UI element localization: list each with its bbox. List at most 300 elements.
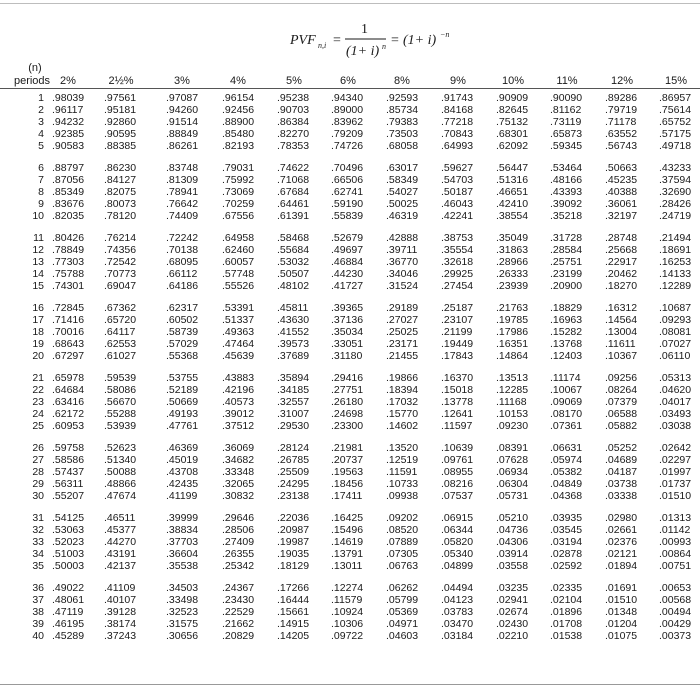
pvf-value: .86957 [659, 92, 692, 104]
period-number: 36 [32, 582, 44, 594]
pvf-value: .46043 [441, 198, 474, 210]
pvf-value: .28748 [605, 232, 638, 244]
pvf-value: .56311 [52, 478, 84, 490]
pvf-value: .14564 [605, 314, 638, 326]
table-row [0, 350, 700, 362]
pvf-value: .10924 [331, 606, 364, 618]
pvf-value: .43393 [550, 186, 583, 198]
table-row [0, 606, 700, 618]
table-row [0, 198, 700, 210]
pvf-value: .14915 [277, 618, 310, 630]
pvf-table-body [0, 92, 700, 652]
period-number: 8 [38, 186, 44, 198]
period-number: 10 [32, 210, 44, 222]
pvf-value: .64117 [104, 326, 136, 338]
period-number: 2 [38, 104, 44, 116]
pvf-value: .59539 [104, 372, 137, 384]
pvf-value: .17266 [277, 582, 310, 594]
table-row [0, 302, 700, 314]
period-number: 9 [38, 198, 44, 210]
pvf-value: .39128 [104, 606, 137, 618]
pvf-value: .77218 [441, 116, 474, 128]
pvf-value: .38753 [441, 232, 474, 244]
pvf-value: .29189 [386, 302, 419, 314]
pvf-value: .32557 [277, 396, 310, 408]
pvf-value: .60502 [166, 314, 199, 326]
pvf-value: .89000 [331, 104, 364, 116]
pvf-value: .31524 [386, 280, 419, 292]
pvf-value: .32690 [659, 186, 692, 198]
table-row [0, 466, 700, 478]
pvf-value: .28966 [496, 256, 529, 268]
pvf-value: .46511 [104, 512, 136, 524]
pvf-value: .82075 [104, 186, 137, 198]
pvf-value: .25509 [277, 466, 310, 478]
period-number: 34 [32, 548, 44, 560]
period-number: 6 [38, 162, 44, 174]
pvf-value: .79719 [605, 104, 638, 116]
pvf-value: .74301 [52, 280, 85, 292]
table-row [0, 256, 700, 268]
pvf-value: .67297 [52, 350, 85, 362]
period-number: 18 [32, 326, 44, 338]
table-row [0, 442, 700, 454]
pvf-value: .49193 [166, 408, 199, 420]
pvf-value: .58349 [386, 174, 419, 186]
pvf-value: .29416 [331, 372, 364, 384]
pvf-value: .10153 [496, 408, 529, 420]
pvf-value: .58739 [166, 326, 199, 338]
pvf-value: .07027 [659, 338, 692, 350]
pvf-value: .92385 [52, 128, 85, 140]
pvf-value: .72542 [104, 256, 137, 268]
pvf-value: .05210 [496, 512, 529, 524]
period-number: 4 [38, 128, 44, 140]
pvf-value: .00993 [659, 536, 692, 548]
pvf-value: .94340 [331, 92, 364, 104]
pvf-value: .15661 [277, 606, 310, 618]
period-number: 3 [38, 116, 44, 128]
pvf-value: .00568 [659, 594, 692, 606]
pvf-value: .22529 [222, 606, 255, 618]
period-number: 7 [38, 174, 44, 186]
pvf-value: .32523 [166, 606, 199, 618]
pvf-value: .55207 [52, 490, 85, 502]
pvf-value: .23171 [386, 338, 419, 350]
pvf-value: .37136 [331, 314, 364, 326]
pvf-value: .08264 [605, 384, 638, 396]
pvf-value: .04849 [550, 478, 583, 490]
period-number: 23 [32, 396, 44, 408]
pvf-value: .02878 [550, 548, 583, 560]
row-group [0, 232, 700, 302]
table-row [0, 420, 700, 432]
pvf-value: .32197 [605, 210, 638, 222]
pvf-value: .67362 [104, 302, 137, 314]
pvf-value: .55526 [222, 280, 255, 292]
pvf-value: .25751 [550, 256, 583, 268]
pvf-value: .06344 [441, 524, 474, 536]
pvf-value: .79209 [331, 128, 364, 140]
pvf-value: .72845 [52, 302, 85, 314]
pvf-value: .01313 [659, 512, 692, 524]
pvf-value: .19035 [277, 548, 310, 560]
pvf-value: .76642 [166, 198, 199, 210]
pvf-value: .70138 [166, 244, 199, 256]
row-group [0, 512, 700, 582]
formula-denominator-exponent: n [382, 42, 386, 51]
pvf-value: .24295 [277, 478, 310, 490]
pvf-value: .61391 [277, 210, 310, 222]
pvf-value: .58468 [277, 232, 310, 244]
pvf-value: .85480 [222, 128, 255, 140]
pvf-value: .16425 [331, 512, 364, 524]
pvf-value: .08391 [496, 442, 529, 454]
pvf-value: .20900 [550, 280, 583, 292]
pvf-value: .06304 [496, 478, 529, 490]
pvf-value: .29530 [277, 420, 310, 432]
pvf-value: .92860 [104, 116, 137, 128]
table-row [0, 326, 700, 338]
pvf-value: .05731 [496, 490, 529, 502]
pvf-value: .03038 [659, 420, 692, 432]
period-number: 20 [32, 350, 44, 362]
pvf-value: .36069 [222, 442, 255, 454]
pvf-value: .30656 [166, 630, 199, 642]
pvf-value: .49697 [331, 244, 364, 256]
table-row [0, 408, 700, 420]
pvf-value: .31728 [550, 232, 583, 244]
pvf-value: .52679 [331, 232, 364, 244]
pvf-value: .48102 [277, 280, 310, 292]
pvf-value: .03558 [496, 560, 529, 572]
period-number: 24 [32, 408, 44, 420]
pvf-value: .34682 [222, 454, 255, 466]
pvf-value: .60057 [222, 256, 255, 268]
pvf-value: .21662 [222, 618, 255, 630]
table-header [0, 62, 700, 88]
pvf-value: .41727 [331, 280, 364, 292]
pvf-value: .06588 [605, 408, 638, 420]
pvf-value: .02430 [496, 618, 529, 630]
pvf-value: .46651 [496, 186, 529, 198]
pvf-value: .88797 [52, 162, 85, 174]
pvf-value: .20462 [605, 268, 638, 280]
pvf-value: .63416 [52, 396, 85, 408]
pvf-value: .23430 [222, 594, 255, 606]
period-number: 33 [32, 536, 44, 548]
pvf-value: .16444 [277, 594, 310, 606]
formula-lhs-subscript: n,i [318, 41, 327, 50]
pvf-value: .57748 [222, 268, 255, 280]
pvf-value: .85734 [386, 104, 419, 116]
pvf-value: .48061 [52, 594, 85, 606]
pvf-value: .13004 [605, 326, 638, 338]
pvf-value: .33348 [222, 466, 255, 478]
pvf-value: .73503 [386, 128, 419, 140]
pvf-value: .28506 [222, 524, 255, 536]
pvf-value: .83676 [52, 198, 85, 210]
pvf-value: .70496 [331, 162, 364, 174]
pvf-value: .27454 [441, 280, 474, 292]
pvf-value: .11579 [331, 594, 363, 606]
pvf-value: .01708 [550, 618, 583, 630]
pvf-value: .15496 [331, 524, 364, 536]
pvf-value: .65752 [659, 116, 692, 128]
pvf-value: .36770 [386, 256, 419, 268]
pvf-value: .50669 [166, 396, 199, 408]
pvf-value: .35034 [331, 326, 364, 338]
pvf-value: .23939 [496, 280, 529, 292]
pvf-value: .02121 [605, 548, 638, 560]
pvf-value: .04306 [496, 536, 529, 548]
table-row [0, 314, 700, 326]
pvf-value: .59190 [331, 198, 364, 210]
row-group [0, 442, 700, 512]
pvf-value: .85349 [52, 186, 85, 198]
pvf-value: .49718 [659, 140, 692, 152]
pvf-value: .07537 [441, 490, 474, 502]
pvf-value: .05799 [386, 594, 419, 606]
pvf-value: .44270 [104, 536, 137, 548]
pvf-value: .48166 [550, 174, 583, 186]
pvf-value: .90703 [277, 104, 310, 116]
pvf-value: .11591 [386, 466, 418, 478]
pvf-value: .82193 [222, 140, 255, 152]
pvf-value: .73069 [222, 186, 255, 198]
table-row [0, 524, 700, 536]
pvf-value: .81162 [550, 104, 582, 116]
pvf-value: .04187 [605, 466, 638, 478]
pvf-value: .05252 [605, 442, 638, 454]
pvf-value: .23300 [331, 420, 364, 432]
pvf-value: .64186 [166, 280, 199, 292]
table-row [0, 140, 700, 152]
pvf-value: .53391 [222, 302, 255, 314]
pvf-value: .06110 [659, 350, 691, 362]
pvf-value: .03194 [550, 536, 583, 548]
period-number: 15 [32, 280, 44, 292]
pvf-value: .72242 [166, 232, 199, 244]
pvf-value: .98039 [52, 92, 85, 104]
pvf-value: .75788 [52, 268, 85, 280]
header-rate: 9% [450, 75, 466, 87]
period-number: 40 [32, 630, 44, 642]
pvf-value: .37243 [104, 630, 137, 642]
pvf-value: .65720 [104, 314, 137, 326]
pvf-value: .11611 [605, 338, 636, 350]
pvf-value: .15770 [386, 408, 419, 420]
pvf-value: .32065 [222, 478, 255, 490]
pvf-value: .92456 [222, 104, 255, 116]
pvf-value: .39573 [277, 338, 310, 350]
pvf-value: .40107 [104, 594, 137, 606]
pvf-value: .17986 [496, 326, 529, 338]
pvf-value: .83962 [331, 116, 364, 128]
header-rate: 2½% [108, 75, 134, 87]
pvf-value: .04736 [496, 524, 529, 536]
pvf-value: .80426 [52, 232, 85, 244]
row-group [0, 582, 700, 652]
pvf-value: .22917 [605, 256, 638, 268]
pvf-value: .62317 [166, 302, 199, 314]
table-row [0, 594, 700, 606]
header-rate: 6% [340, 75, 356, 87]
pvf-value: .01142 [659, 524, 691, 536]
pvf-value: .74409 [166, 210, 199, 222]
pvf-value: .95238 [277, 92, 310, 104]
pvf-value: .21455 [386, 350, 419, 362]
period-number: 35 [32, 560, 44, 572]
pvf-value: .03184 [441, 630, 474, 642]
pvf-value: .25187 [441, 302, 474, 314]
pvf-value: .63017 [386, 162, 419, 174]
pvf-value: .89286 [605, 92, 638, 104]
pvf-value: .12285 [496, 384, 529, 396]
pvf-value: .18456 [331, 478, 364, 490]
pvf-value: .78941 [166, 186, 199, 198]
pvf-value: .02297 [659, 454, 692, 466]
pvf-value: .02980 [605, 512, 638, 524]
pvf-value: .71178 [605, 116, 637, 128]
pvf-value: .57175 [659, 128, 692, 140]
pvf-value: .01510 [659, 490, 692, 502]
pvf-value: .37703 [166, 536, 199, 548]
pvf-value: .18129 [277, 560, 310, 572]
pvf-value: .09722 [331, 630, 364, 642]
pvf-value: .52623 [104, 442, 137, 454]
pvf-value: .79383 [386, 116, 419, 128]
pvf-value: .00494 [659, 606, 692, 618]
pvf-value: .76214 [104, 232, 137, 244]
pvf-value: .20737 [331, 454, 364, 466]
header-rate: 15% [664, 75, 688, 87]
pvf-value: .03470 [441, 618, 474, 630]
pvf-value: .04971 [386, 618, 419, 630]
pvf-value: .01510 [605, 594, 638, 606]
table-row [0, 128, 700, 140]
period-number: 30 [32, 490, 44, 502]
pvf-value: .68643 [52, 338, 85, 350]
pvf-value: .06915 [441, 512, 474, 524]
header-rate: 12% [610, 75, 634, 87]
pvf-value: .37689 [277, 350, 310, 362]
pvf-value: .13520 [386, 442, 419, 454]
table-row [0, 104, 700, 116]
pvf-value: .91514 [166, 116, 199, 128]
table-row [0, 232, 700, 244]
pvf-value: .42888 [386, 232, 419, 244]
header-rule [0, 88, 700, 89]
pvf-value: .68058 [386, 140, 419, 152]
pvf-value: .14602 [386, 420, 419, 432]
pvf-value: .31007 [277, 408, 310, 420]
pvf-value: .12519 [386, 454, 419, 466]
pvf-value: .70843 [441, 128, 474, 140]
pvf-value: .78353 [277, 140, 310, 152]
pvf-value: .05369 [386, 606, 419, 618]
pvf-value: .39999 [166, 512, 199, 524]
pvf-value: .07361 [550, 420, 583, 432]
pvf-value: .39365 [331, 302, 364, 314]
pvf-value: .97087 [166, 92, 199, 104]
period-number: 12 [32, 244, 44, 256]
period-number: 25 [32, 420, 44, 432]
pvf-value: .86261 [166, 140, 199, 152]
table-row [0, 548, 700, 560]
pvf-value: .67556 [222, 210, 255, 222]
pvf-value: .45811 [277, 302, 309, 314]
pvf-value: .21199 [441, 326, 473, 338]
pvf-value: .74622 [277, 162, 310, 174]
pvf-value: .11174 [550, 372, 581, 384]
pvf-value: .02661 [605, 524, 638, 536]
pvf-value: .81309 [166, 174, 199, 186]
pvf-value: .10733 [386, 478, 419, 490]
pvf-value: .16351 [496, 338, 529, 350]
formula-lhs: PVF [290, 33, 316, 48]
period-number: 28 [32, 466, 44, 478]
pvf-value: .23199 [550, 268, 583, 280]
table-row [0, 92, 700, 104]
pvf-value: .10067 [550, 384, 583, 396]
header-rate: 5% [286, 75, 302, 87]
pvf-value: .16253 [659, 256, 692, 268]
pvf-value: .45377 [104, 524, 137, 536]
pvf-value: .45289 [52, 630, 85, 642]
pvf-value: .34503 [166, 582, 199, 594]
pvf-value: .47761 [166, 420, 199, 432]
period-number: 14 [32, 268, 44, 280]
row-group [0, 162, 700, 232]
pvf-value: .70259 [222, 198, 255, 210]
pvf-value: .95181 [104, 104, 137, 116]
pvf-value: .27751 [331, 384, 364, 396]
pvf-value: .04368 [550, 490, 583, 502]
pvf-value: .29925 [441, 268, 474, 280]
pvf-value: .33051 [331, 338, 364, 350]
pvf-value: .59758 [52, 442, 85, 454]
pvf-value: .01204 [605, 618, 638, 630]
pvf-value: .06262 [386, 582, 419, 594]
pvf-value: .68095 [166, 256, 199, 268]
pvf-value: .14619 [331, 536, 364, 548]
pvf-value: .31863 [496, 244, 529, 256]
table-row [0, 490, 700, 502]
pvf-value: .10687 [659, 302, 692, 314]
pvf-value: .88849 [166, 128, 199, 140]
pvf-value: .88900 [222, 116, 255, 128]
pvf-value: .33498 [166, 594, 199, 606]
pvf-value: .13768 [550, 338, 583, 350]
pvf-value: .08520 [386, 524, 419, 536]
pvf-value: .00653 [659, 582, 692, 594]
pvf-value: .26785 [277, 454, 310, 466]
pvf-value: .13778 [441, 396, 474, 408]
pvf-value: .51003 [52, 548, 85, 560]
pvf-value: .41199 [166, 490, 198, 502]
pvf-value: .03738 [605, 478, 638, 490]
pvf-value: .09230 [496, 420, 529, 432]
pvf-value: .03338 [605, 490, 638, 502]
pvf-value: .09761 [441, 454, 474, 466]
pvf-value: .10639 [441, 442, 474, 454]
pvf-value: .39711 [386, 244, 418, 256]
pvf-value: .87056 [52, 174, 85, 186]
pvf-value: .17411 [331, 490, 363, 502]
pvf-value: .70016 [52, 326, 85, 338]
header-rate: 3% [174, 75, 190, 87]
